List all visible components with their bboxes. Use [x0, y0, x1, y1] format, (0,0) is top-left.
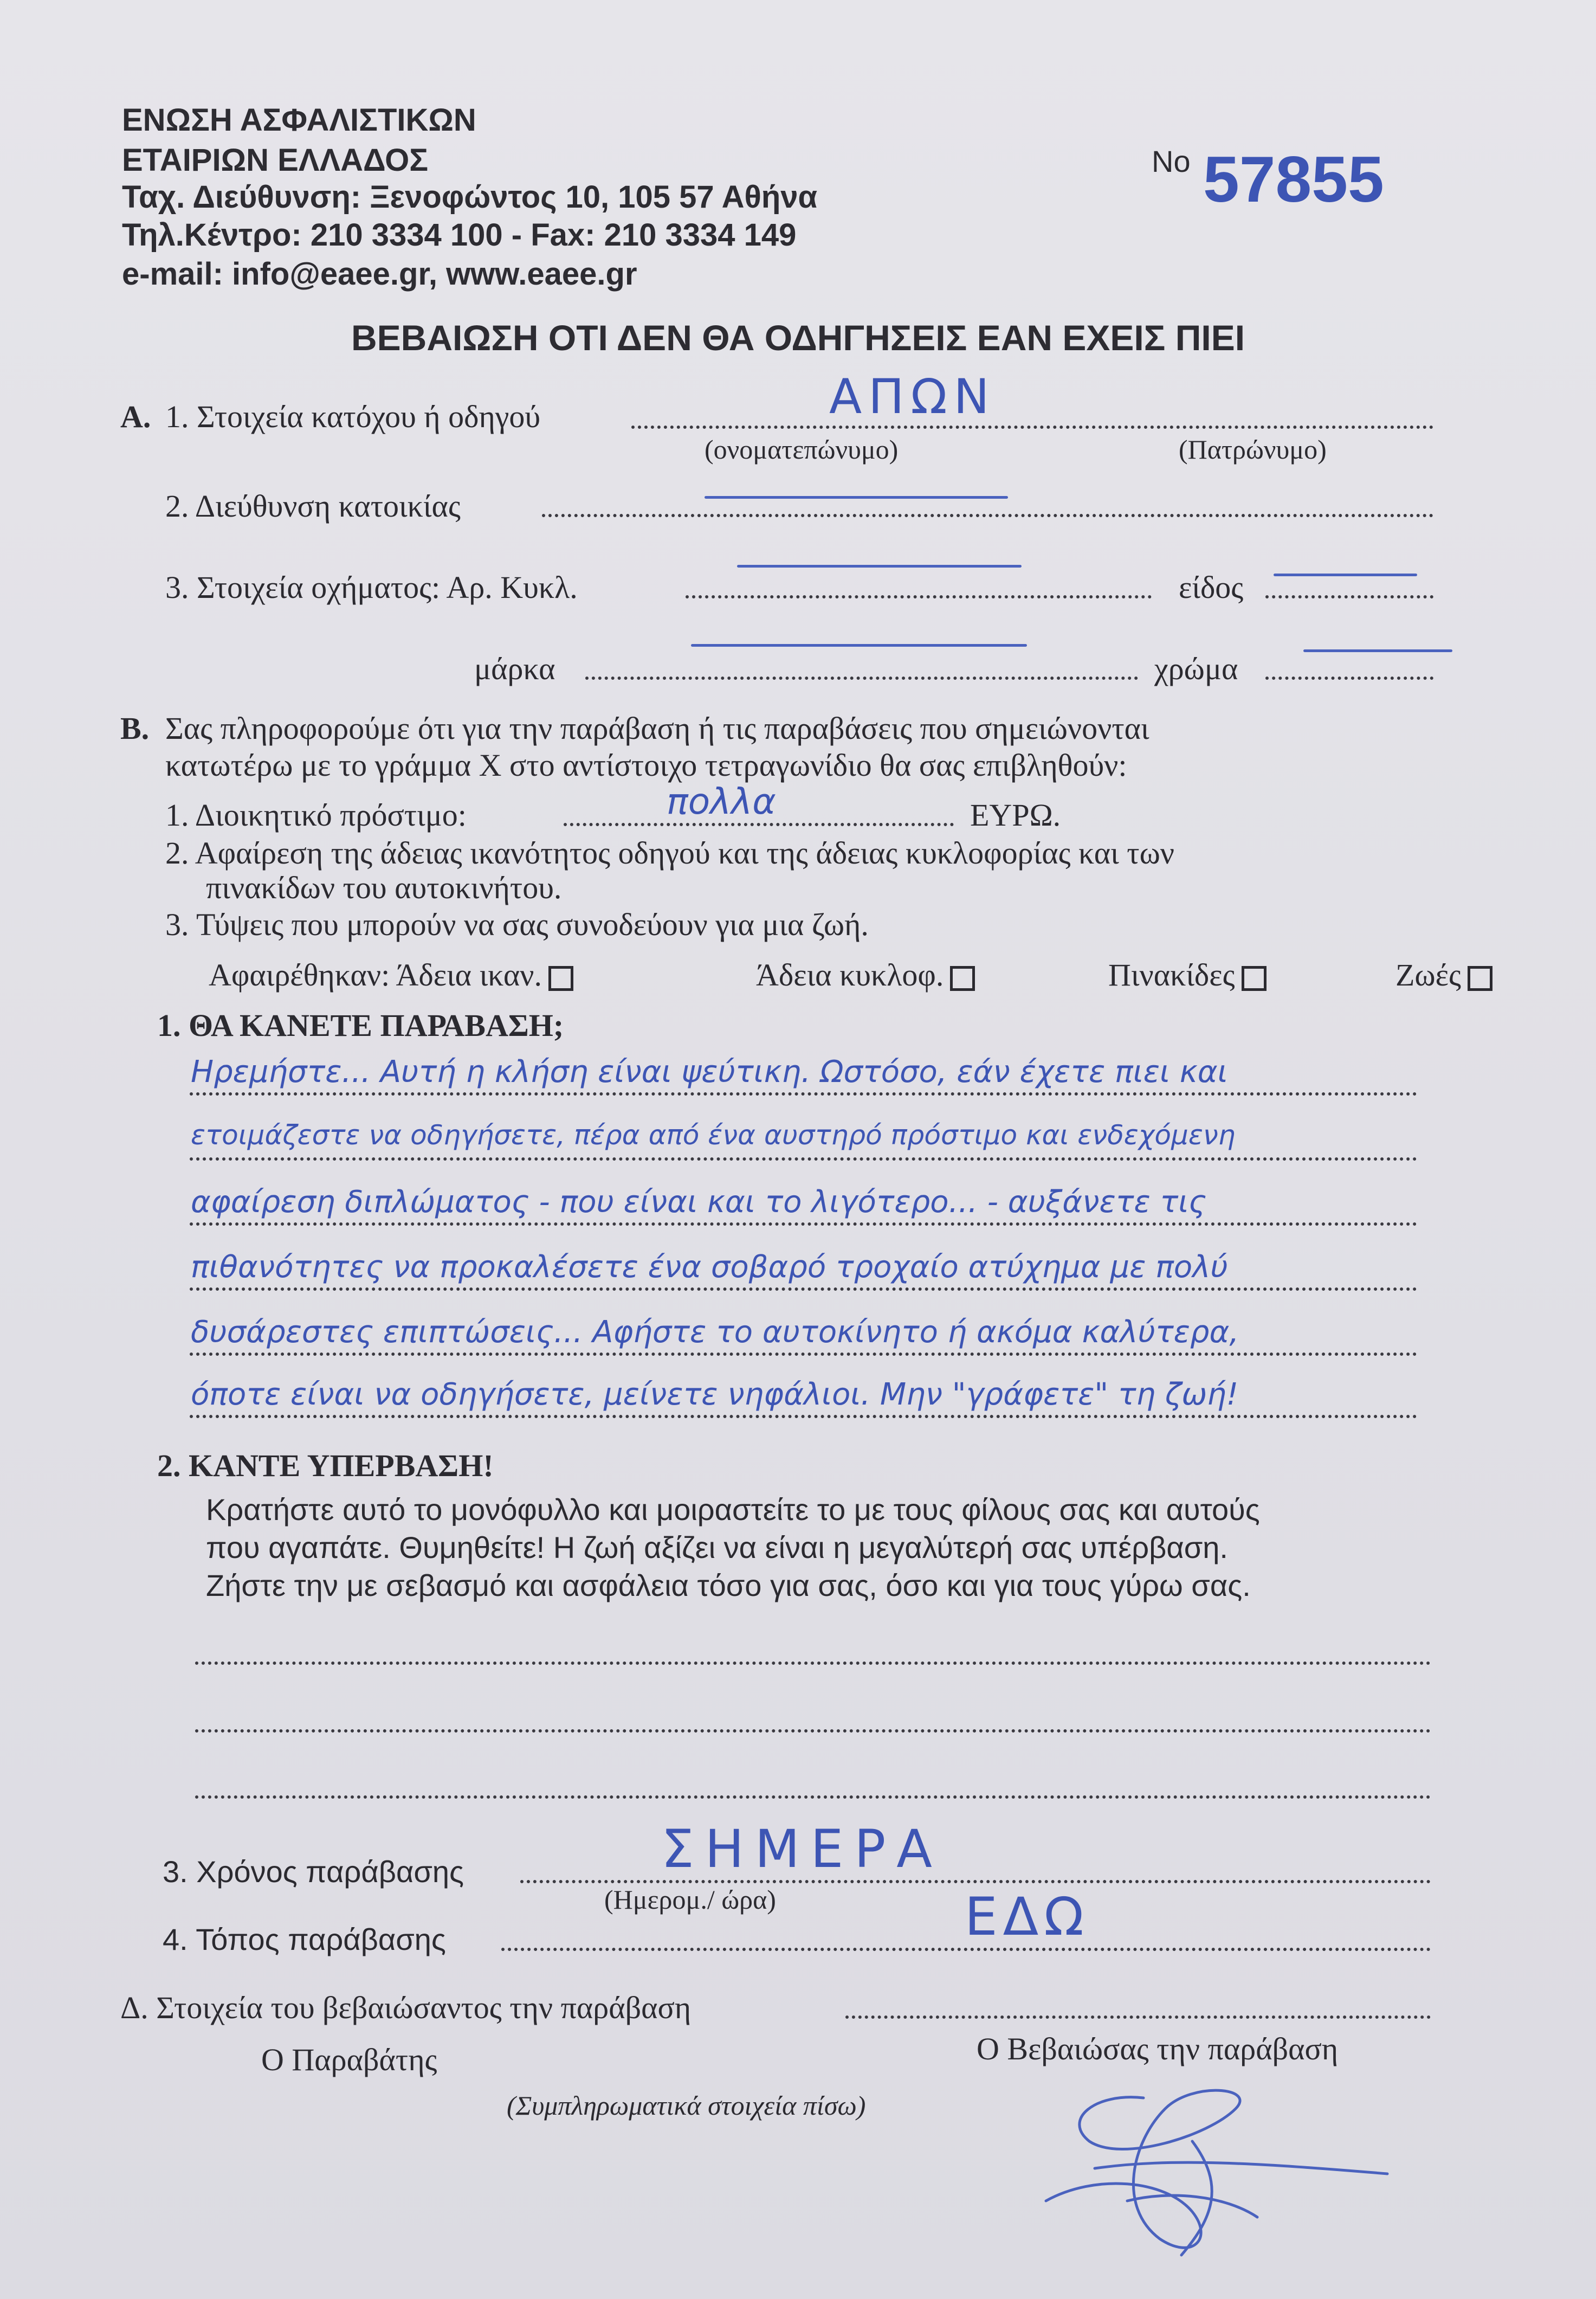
hw-text-1: Ηρεμήστε... Αυτή η κλήση είναι ψεύτικη. Ωστόσο, εάν έχετε πιει και [191, 1054, 1228, 1090]
brand-pen-stroke [691, 644, 1027, 647]
item3-line: 3. Τύψεις που μπορούν να σας συνοδεύουν για μια ζωή. [165, 907, 869, 942]
hw-text-6: όποτε είναι να οδηγήσετε, μείνετε νηφάλιοι. Μην "γράφετε" τη ζωή! [191, 1377, 1239, 1412]
brand-line [585, 677, 1138, 680]
removed-licence [209, 957, 573, 993]
owner-label: 1. Στοιχεία κατόχου ή οδηγού [165, 399, 541, 434]
time-sub: (Ημερομ./ ώρα) [604, 1884, 776, 1915]
time-line [520, 1880, 1431, 1883]
address-pen-stroke [705, 496, 1008, 499]
section-b-intro-2: κατωτέρω με το γράμμα Χ στο αντίστοιχο τετραγωνίδιο θα σας επιβληθούν: [165, 748, 1127, 783]
address-label: 2. Διεύθυνση κατοικίας [165, 488, 461, 524]
vehicle-type-pen-stroke [1274, 574, 1417, 576]
blank-line-1[interactable] [195, 1662, 1431, 1665]
removed-licence-label: Αφαιρέθηκαν: Άδεια ικαν. [209, 957, 542, 993]
circulation-label: Άδεια κυκλοφ. [756, 957, 944, 993]
section-b-intro-1: Σας πληροφορούμε ότι για την παράβαση ή τις παραβάσεις που σημειώνονται [165, 711, 1149, 746]
owner-line [631, 426, 1433, 429]
item2-line1: 2. Αφαίρεση της άδειας ικανότητος οδηγού και της άδειας κυκλοφορίας και των [165, 835, 1174, 871]
removed-circulation [756, 957, 975, 993]
item2-line2: πινακίδων του αυτοκινήτου. [206, 870, 562, 905]
vehicle-reg-line [686, 595, 1152, 598]
certifier-details-label: Δ. Στοιχεία του βεβαιώσαντος την παράβαση [120, 1990, 692, 2025]
vehicle-reg-label: 3. Στοιχεία οχήματος: Αρ. Κυκλ. [165, 570, 578, 605]
section-1-heading: 1. ΘΑ ΚΑΝΕΤΕ ΠΑΡΑΒΑΣΗ; [157, 1008, 564, 1043]
vehicle-type-line [1265, 595, 1433, 598]
place-label: 4. Τόπος παράβασης [163, 1922, 446, 1956]
form-number: 57855 [1203, 143, 1384, 216]
hw-line-5 [190, 1353, 1417, 1356]
org-phone: Τηλ.Κέντρο: 210 3334 100 - Fax: 210 3334 149 [122, 217, 797, 253]
hw-text-5: δυσάρεστες επιπτώσεις... Αφήστε το αυτοκίνητο ή ακόμα καλύτερα, [191, 1315, 1239, 1350]
owner-sub-name: (ονοματεπώνυμο) [705, 434, 899, 465]
section-2-line-3: Ζήστε την με σεβασμό και ασφάλεια τόσο για σας, όσο και για τους γύρω σας. [206, 1568, 1251, 1602]
color-line [1265, 677, 1433, 680]
vehicle-type-label: είδος [1179, 570, 1244, 605]
hw-text-4: πιθανότητες να προκαλέσετε ένα σοβαρό τροχαίο ατύχημα με πολύ [191, 1250, 1228, 1285]
section-2-line-1: Κρατήστε αυτό το μονόφυλλο και μοιραστείτε το με τους φίλους σας και αυτούς [206, 1492, 1260, 1527]
hw-line-6 [190, 1415, 1417, 1418]
owner-value: ΑΠΩΝ [829, 369, 996, 424]
vehicle-reg-pen-stroke [737, 565, 1022, 568]
signature [1030, 2076, 1442, 2271]
certifier-caption: Ο Βεβαιώσας την παράβαση [977, 2031, 1339, 2066]
blank-line-2[interactable] [195, 1729, 1431, 1733]
removed-lives [1395, 957, 1492, 993]
hw-line-1 [190, 1092, 1417, 1096]
lives-label: Ζωές [1395, 957, 1461, 993]
org-name-line2: ΕΤΑΙΡΙΩΝ ΕΛΛΑΔΟΣ [122, 143, 429, 178]
fine-unit: ΕΥΡΩ. [970, 797, 1061, 833]
place-line [501, 1948, 1431, 1951]
hw-line-2 [190, 1157, 1417, 1161]
certifier-details-line [845, 2015, 1431, 2019]
plates-label: Πινακίδες [1108, 957, 1235, 993]
place-value: ΕΔΩ [965, 1886, 1089, 1947]
number-label: No [1152, 144, 1191, 178]
hw-line-3 [190, 1222, 1417, 1226]
plates-checkbox[interactable] [1242, 966, 1267, 991]
licence-checkbox[interactable] [548, 966, 573, 991]
supplementary-note: (Συμπληρωματικά στοιχεία πίσω) [507, 2090, 866, 2121]
signature-stroke [1046, 2090, 1387, 2255]
circulation-checkbox[interactable] [950, 966, 975, 991]
hw-text-2: ετοιμάζεστε να οδηγήσετε, πέρα από ένα αυστηρό πρόστιμο και ενδεχόμενη [191, 1119, 1236, 1151]
hw-text-3: αφαίρεση διπλώματος - που είναι και το λιγότερο... - αυξάνετε τις [191, 1184, 1207, 1220]
section-2-line-2: που αγαπάτε. Θυμηθείτε! Η ζωή αξίζει να είναι η μεγαλύτερή σας υπέρβαση. [206, 1530, 1228, 1564]
section-2-heading: 2. ΚΑΝΤΕ ΥΠΕΡΒΑΣΗ! [157, 1448, 494, 1483]
hw-line-4 [190, 1287, 1417, 1291]
brand-label: μάρκα [474, 651, 555, 686]
org-name-line1: ΕΝΩΣΗ ΑΣΦΑΛΙΣΤΙΚΩΝ [122, 102, 476, 138]
color-label: χρώμα [1154, 651, 1238, 686]
form-title: ΒΕΒΑΙΩΣΗ ΟΤΙ ΔΕΝ ΘΑ ΟΔΗΓΗΣΕΙΣ ΕΑΝ ΕΧΕΙΣ ΠΙΕΙ [351, 318, 1245, 358]
org-email: e-mail: info@eaee.gr, www.eaee.gr [122, 256, 637, 292]
org-address: Ταχ. Διεύθυνση: Ξενοφώντος 10, 105 57 Αθήνα [122, 179, 818, 215]
lives-checkbox[interactable] [1468, 966, 1492, 991]
color-pen-stroke [1303, 649, 1452, 652]
section-a-letter: Α. [120, 399, 151, 434]
offender-caption: Ο Παραβάτης [261, 2042, 437, 2077]
time-value: ΣΗΜΕΡΑ [661, 1819, 943, 1879]
fine-label: 1. Διοικητικό πρόστιμο: [165, 797, 467, 833]
owner-sub-father: (Πατρώνυμο) [1179, 434, 1327, 465]
fine-value: πολλα [667, 781, 776, 822]
removed-plates [1108, 957, 1267, 993]
blank-line-3[interactable] [195, 1795, 1431, 1799]
time-label: 3. Χρόνος παράβασης [163, 1854, 464, 1889]
section-b-letter: Β. [120, 711, 150, 746]
address-line [542, 514, 1433, 517]
fine-line [564, 823, 954, 826]
